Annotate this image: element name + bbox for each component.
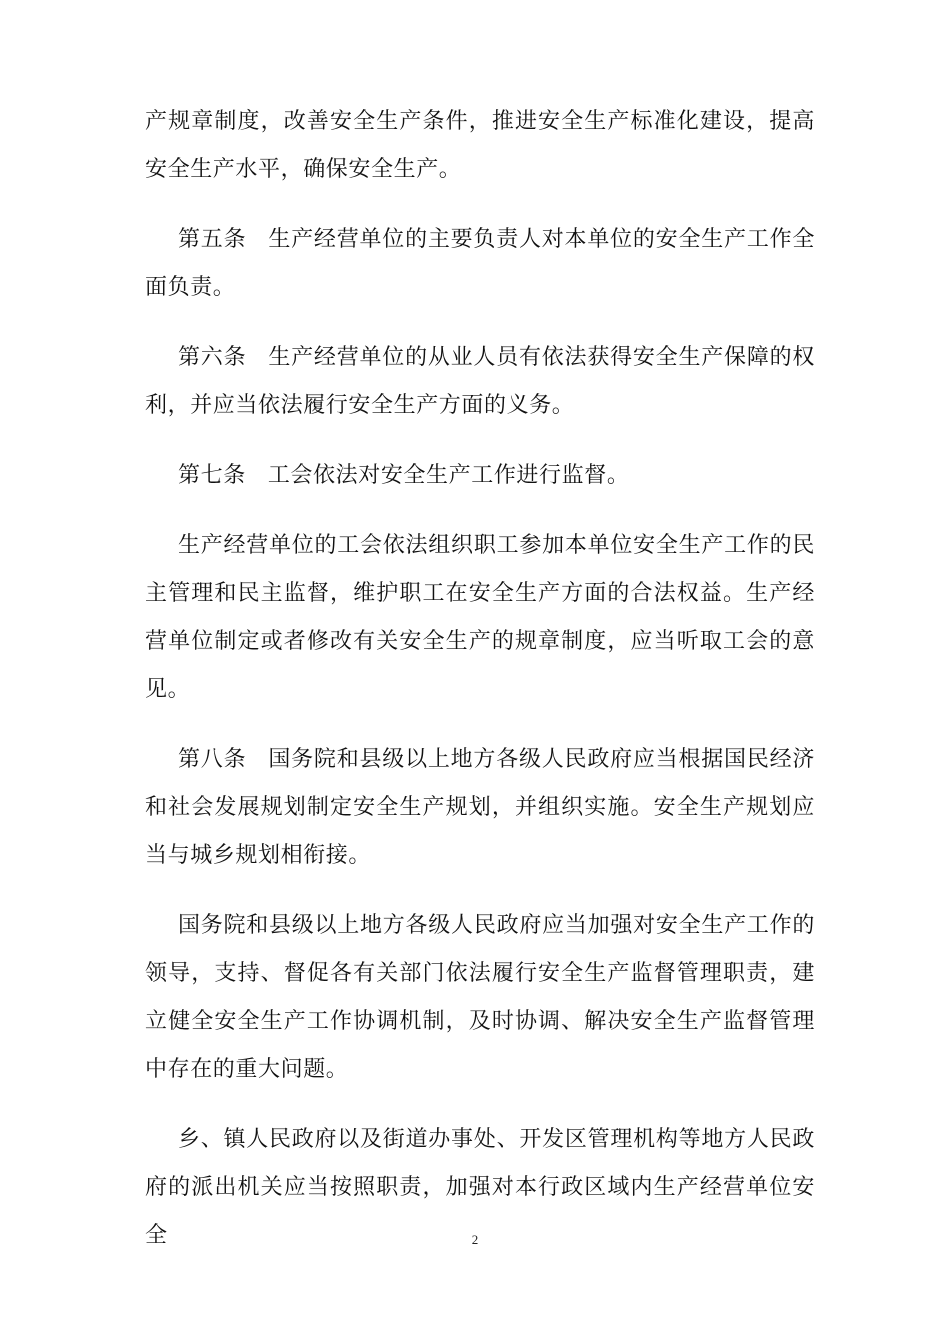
paragraph-text: 产规章制度，改善安全生产条件，推进安全生产标准化建设，提高安全生产水平，确保安全生产。 xyxy=(145,109,815,182)
paragraph-text: 乡、镇人民政府以及街道办事处、开发区管理机构等地方人民政府的派出机关应当按照职责，加强对本行政区域内生产经营单位安全 xyxy=(145,1127,815,1248)
article-number: 第六条 xyxy=(178,345,247,370)
paragraph xyxy=(145,452,815,500)
paragraph-text: 国务院和县级以上地方各级人民政府应当根据国民经济和社会发展规划制定安全生产规划，并组织实施。安全生产规划应当与城乡规划相衔接。 xyxy=(145,747,815,868)
paragraph-text: 生产经营单位的从业人员有依法获得安全生产保障的权利，并应当依法履行安全生产方面的义务。 xyxy=(145,345,815,418)
article-number: 第五条 xyxy=(178,227,247,252)
paragraph-text: 国务院和县级以上地方各级人民政府应当加强对安全生产工作的领导，支持、督促各有关部门依法履行安全生产监督管理职责，建立健全安全生产工作协调机制，及时协调、解决安全生产监督管理中存在的重大问题。 xyxy=(145,913,815,1082)
paragraph xyxy=(145,216,815,312)
article-number: 第七条 xyxy=(178,463,246,488)
paragraph-text: 生产经营单位的工会依法组织职工参加本单位安全生产工作的民主管理和民主监督，维护职工在安全生产方面的合法权益。生产经营单位制定或者修改有关安全生产的规章制度，应当听取工会的意见。 xyxy=(145,533,815,702)
document-body xyxy=(145,98,815,1282)
paragraph xyxy=(145,902,815,1094)
paragraph xyxy=(145,522,815,714)
page-number: 2 xyxy=(471,1232,479,1247)
paragraph-text: 工会依法对安全生产工作进行监督。 xyxy=(267,463,630,488)
paragraph-text: 生产经营单位的主要负责人对本单位的安全生产工作全面负责。 xyxy=(145,227,815,300)
article-number: 第八条 xyxy=(178,747,247,772)
paragraph xyxy=(145,98,815,194)
paragraph xyxy=(145,334,815,430)
paragraph xyxy=(145,736,815,880)
